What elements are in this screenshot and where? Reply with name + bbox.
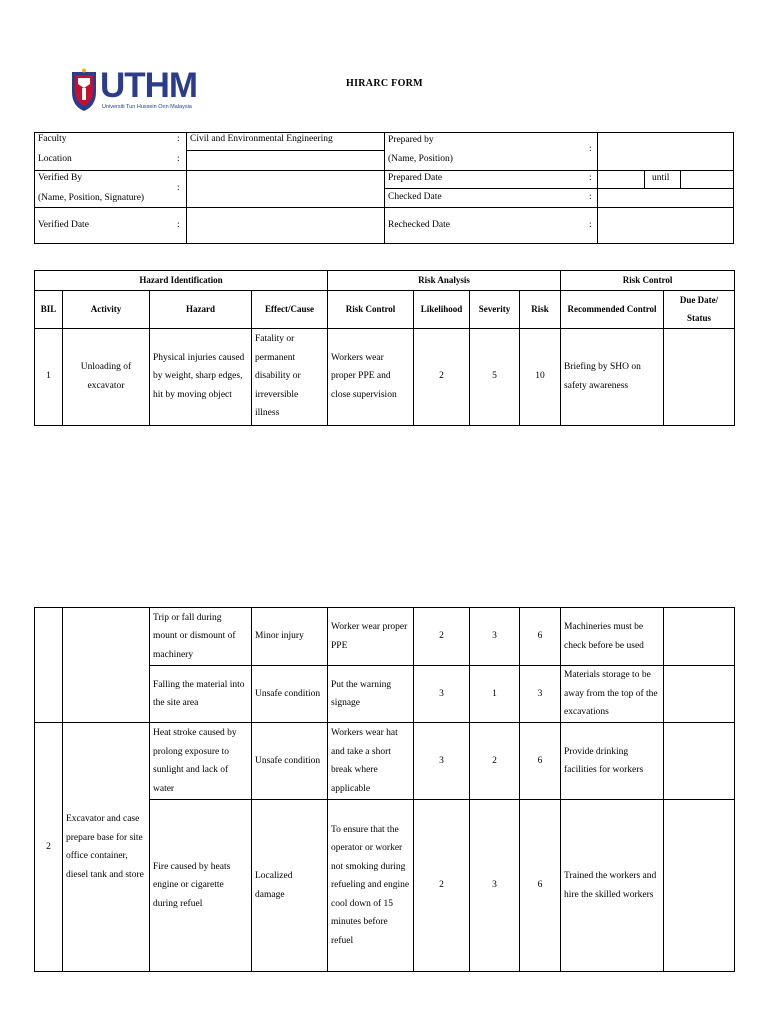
cell-recommended: Briefing by SHO on safety awareness — [561, 328, 664, 425]
cell-effect: Unsafe condition — [252, 666, 328, 723]
checked-date-label: Checked Date — [388, 192, 442, 202]
cell-recommended: Provide drinking facilities for workers — [561, 723, 664, 800]
cell-hazard: Trip or fall during mount or dismount of machinery — [150, 608, 252, 666]
cell-risk: 3 — [520, 666, 561, 723]
faculty-colon: : — [177, 134, 180, 144]
cell-severity: 2 — [470, 723, 520, 800]
header-risk-control-group: Risk Control — [561, 271, 735, 291]
cell-risk: 6 — [520, 723, 561, 800]
header-severity: Severity — [470, 290, 520, 328]
prepared-by-colon: : — [589, 144, 592, 154]
header-hazard-identification: Hazard Identification — [35, 271, 328, 291]
cell-likelihood: 3 — [414, 666, 470, 723]
cell-due — [664, 608, 735, 666]
cell-due — [664, 800, 735, 972]
cell-activity: Unloading of excavator — [63, 328, 150, 425]
prepared-date-colon: : — [589, 173, 592, 183]
header-effect: Effect/Cause — [252, 290, 328, 328]
cell-hazard: Heat stroke caused by prolong exposure to sunlight and lack of water — [150, 723, 252, 800]
risk-table-2 — [34, 607, 735, 972]
cell-likelihood: 2 — [414, 800, 470, 972]
cell-bil: 1 — [35, 328, 63, 425]
verified-by-colon: : — [177, 183, 180, 193]
table-row — [35, 723, 735, 800]
cell-control: Workers wear proper PPE and close supervision — [328, 328, 414, 425]
crest-icon — [70, 68, 98, 112]
uthm-logo — [70, 68, 210, 116]
verified-date-label: Verified Date — [38, 220, 89, 230]
cell-effect: Unsafe condition — [252, 723, 328, 800]
rechecked-date-colon: : — [589, 220, 592, 230]
risk-table-1 — [34, 270, 735, 426]
faculty-value: Civil and Environmental Engineering — [190, 134, 333, 144]
cell-bil: 2 — [35, 723, 63, 972]
header-recommended: Recommended Control — [561, 290, 664, 328]
cell-hazard: Fire caused by heats engine or cigarette during refuel — [150, 800, 252, 972]
until-label: until — [652, 173, 670, 183]
form-title: HIRARC FORM — [346, 78, 423, 89]
cell-risk: 10 — [520, 328, 561, 425]
verified-date-colon: : — [177, 220, 180, 230]
header-risk-analysis: Risk Analysis — [328, 271, 561, 291]
cell-likelihood: 2 — [414, 608, 470, 666]
logo-brand: UTHM — [100, 66, 198, 105]
header-activity: Activity — [63, 290, 150, 328]
cell-bil-empty — [35, 608, 63, 723]
cell-recommended: Machineries must be check before be used — [561, 608, 664, 666]
cell-control: To ensure that the operator or worker not smoking during refueling and engine cool down of 15 minutes before refuel — [328, 800, 414, 972]
cell-effect: Localized damage — [252, 800, 328, 972]
cell-hazard: Physical injuries caused by weight, sharp edges, hit by moving object — [150, 328, 252, 425]
location-label: Location — [38, 154, 72, 164]
cell-likelihood: 3 — [414, 723, 470, 800]
cell-due — [664, 723, 735, 800]
cell-severity: 3 — [470, 800, 520, 972]
cell-recommended: Trained the workers and hire the skilled workers — [561, 800, 664, 972]
rechecked-date-label: Rechecked Date — [388, 220, 450, 230]
header-risk: Risk — [520, 290, 561, 328]
cell-activity: Excavator and case prepare base for site office container, diesel tank and store — [63, 723, 150, 972]
header-hazard: Hazard — [150, 290, 252, 328]
cell-due — [664, 328, 735, 425]
cell-severity: 1 — [470, 666, 520, 723]
cell-effect: Fatality or permanent disability or irreversible illness — [252, 328, 328, 425]
cell-risk: 6 — [520, 800, 561, 972]
verified-by-label: Verified By — [38, 173, 83, 183]
cell-control: Workers wear hat and take a short break where applicable — [328, 723, 414, 800]
cell-hazard: Falling the material into the site area — [150, 666, 252, 723]
checked-date-colon: : — [589, 192, 592, 202]
info-table — [34, 132, 734, 244]
cell-control: Worker wear proper PPE — [328, 608, 414, 666]
location-colon: : — [177, 154, 180, 164]
header-bil: BIL — [35, 290, 63, 328]
cell-due — [664, 666, 735, 723]
faculty-label: Faculty — [38, 134, 67, 144]
verified-by-sub: (Name, Position, Signature) — [38, 193, 145, 203]
prepared-date-label: Prepared Date — [388, 173, 443, 183]
prepared-by-sub: (Name, Position) — [388, 154, 453, 164]
prepared-by-label: Prepared by — [388, 135, 434, 145]
table-row — [35, 328, 735, 425]
cell-likelihood: 2 — [414, 328, 470, 425]
header-due: Due Date/ Status — [664, 290, 735, 328]
header-risk-control: Risk Control — [328, 290, 414, 328]
cell-control: Put the warning signage — [328, 666, 414, 723]
header-likelihood: Likelihood — [414, 290, 470, 328]
cell-severity: 3 — [470, 608, 520, 666]
cell-recommended: Materials storage to be away from the top of the excavations — [561, 666, 664, 723]
cell-activity-empty — [63, 608, 150, 723]
cell-effect: Minor injury — [252, 608, 328, 666]
logo-university: Universiti Tun Hussein Onn Malaysia — [102, 104, 192, 110]
table-row — [35, 608, 735, 666]
cell-severity: 5 — [470, 328, 520, 425]
cell-risk: 6 — [520, 608, 561, 666]
